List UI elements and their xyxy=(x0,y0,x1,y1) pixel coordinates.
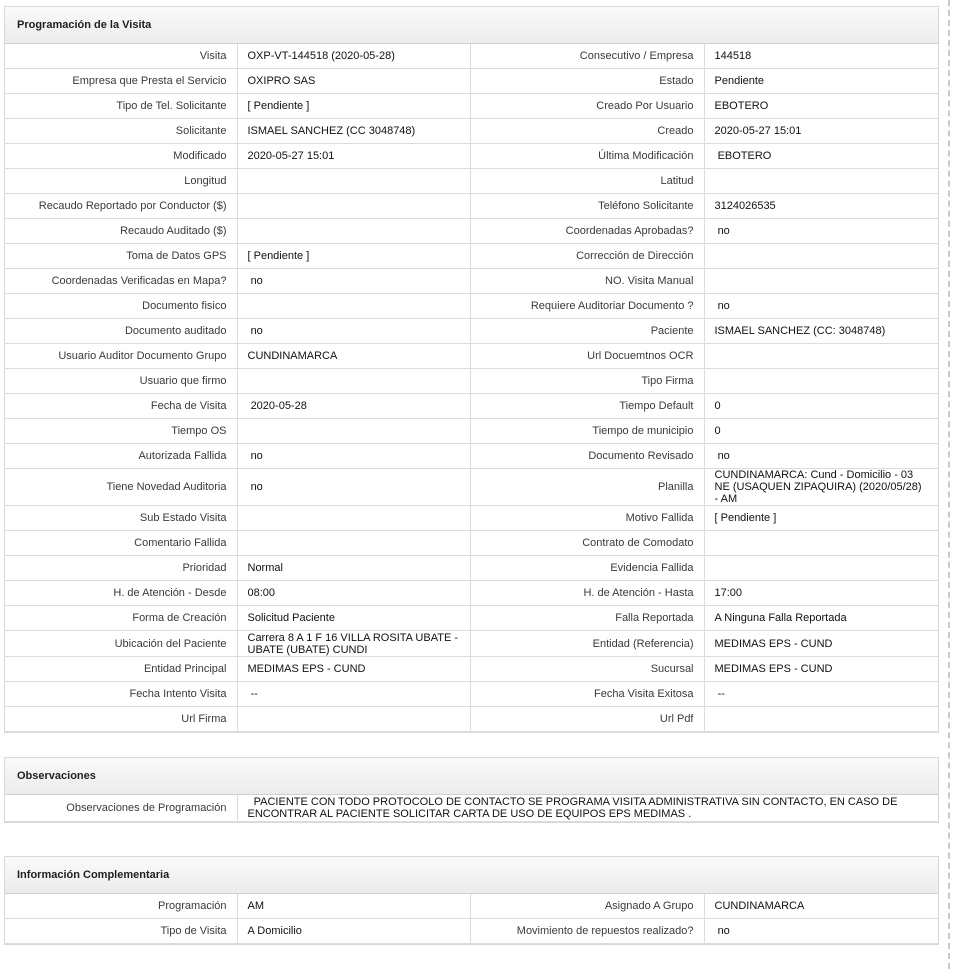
field-value: 17:00 xyxy=(704,581,938,606)
field-value: 0 xyxy=(704,394,938,419)
field-value: 144518 xyxy=(704,44,938,69)
table-row xyxy=(5,606,938,631)
field-label: Falla Reportada xyxy=(470,606,704,631)
table-row xyxy=(5,506,938,531)
field-label: Motivo Fallida xyxy=(470,506,704,531)
field-label: H. de Atención - Hasta xyxy=(470,581,704,606)
field-label: Estado xyxy=(470,69,704,94)
field-value: A Domicilio xyxy=(237,919,470,944)
field-label: Empresa que Presta el Servicio xyxy=(5,69,237,94)
field-value: no xyxy=(704,294,938,319)
table-row xyxy=(5,319,938,344)
field-value: no xyxy=(237,469,470,506)
table-row xyxy=(5,894,938,919)
field-label: Contrato de Comodato xyxy=(470,531,704,556)
field-value xyxy=(237,294,470,319)
field-value: [ Pendiente ] xyxy=(237,244,470,269)
field-value xyxy=(704,531,938,556)
field-label: Evidencia Fallida xyxy=(470,556,704,581)
table-row xyxy=(5,119,938,144)
field-label: Latitud xyxy=(470,169,704,194)
field-label: Usuario que firmo xyxy=(5,369,237,394)
table-row xyxy=(5,144,938,169)
field-label: Url Firma xyxy=(5,707,237,732)
page-dashed-border xyxy=(948,0,950,969)
field-value: MEDIMAS EPS - CUND xyxy=(704,631,938,657)
programacion-table xyxy=(5,44,938,732)
table-row xyxy=(5,556,938,581)
observaciones-section xyxy=(4,757,939,823)
field-label: Planilla xyxy=(470,469,704,506)
field-label: Entidad Principal xyxy=(5,657,237,682)
field-value xyxy=(237,531,470,556)
field-label: Modificado xyxy=(5,144,237,169)
field-value: 2020-05-27 15:01 xyxy=(704,119,938,144)
table-row xyxy=(5,194,938,219)
table-row xyxy=(5,444,938,469)
table-row xyxy=(5,419,938,444)
table-row xyxy=(5,531,938,556)
field-value: 3124026535 xyxy=(704,194,938,219)
field-label: Usuario Auditor Documento Grupo xyxy=(5,344,237,369)
field-label: Documento fisico xyxy=(5,294,237,319)
table-row xyxy=(5,344,938,369)
table-row xyxy=(5,682,938,707)
field-label: Autorizada Fallida xyxy=(5,444,237,469)
field-label: Movimiento de repuestos realizado? xyxy=(470,919,704,944)
field-label: Toma de Datos GPS xyxy=(5,244,237,269)
field-value: OXP-VT-144518 (2020-05-28) xyxy=(237,44,470,69)
field-label: Programación xyxy=(5,894,237,919)
field-label: Fecha Visita Exitosa xyxy=(470,682,704,707)
field-value: AM xyxy=(237,894,470,919)
field-label: Paciente xyxy=(470,319,704,344)
field-value: EBOTERO xyxy=(704,144,938,169)
observaciones-header: Observaciones xyxy=(5,758,938,795)
table-row xyxy=(5,169,938,194)
field-value: 2020-05-27 15:01 xyxy=(237,144,470,169)
field-label: Documento auditado xyxy=(5,319,237,344)
field-value: Solicitud Paciente xyxy=(237,606,470,631)
field-value: A Ninguna Falla Reportada xyxy=(704,606,938,631)
field-value xyxy=(237,169,470,194)
field-label: Asignado A Grupo xyxy=(470,894,704,919)
field-value: Pendiente xyxy=(704,69,938,94)
field-value xyxy=(237,369,470,394)
field-label: Tipo Firma xyxy=(470,369,704,394)
field-label: Sub Estado Visita xyxy=(5,506,237,531)
field-label: Consecutivo / Empresa xyxy=(470,44,704,69)
complementaria-table xyxy=(5,894,938,944)
field-label: H. de Atención - Desde xyxy=(5,581,237,606)
field-label: Coordenadas Verificadas en Mapa? xyxy=(5,269,237,294)
table-row xyxy=(5,244,938,269)
field-label: Fecha Intento Visita xyxy=(5,682,237,707)
field-value: CUNDINAMARCA: Cund - Domicilio - 03 NE (USAQUEN ZIPAQUIRA) (2020/05/28) - AM xyxy=(704,469,938,506)
field-label: Teléfono Solicitante xyxy=(470,194,704,219)
field-label: Visita xyxy=(5,44,237,69)
field-label: Última Modificación xyxy=(470,144,704,169)
field-value xyxy=(704,344,938,369)
field-label: Longitud xyxy=(5,169,237,194)
field-value xyxy=(237,219,470,244)
field-label: NO. Visita Manual xyxy=(470,269,704,294)
field-value: no xyxy=(237,319,470,344)
field-label: Tiempo OS xyxy=(5,419,237,444)
table-row xyxy=(5,469,938,506)
table-row xyxy=(5,631,938,657)
field-value: MEDIMAS EPS - CUND xyxy=(237,657,470,682)
field-value: 0 xyxy=(704,419,938,444)
field-value: [ Pendiente ] xyxy=(237,94,470,119)
field-label: Tipo de Tel. Solicitante xyxy=(5,94,237,119)
field-label: Documento Revisado xyxy=(470,444,704,469)
observaciones-label: Observaciones de Programación xyxy=(5,795,237,822)
field-value: no xyxy=(704,444,938,469)
field-label: Url Pdf xyxy=(470,707,704,732)
field-label: Solicitante xyxy=(5,119,237,144)
field-value: OXIPRO SAS xyxy=(237,69,470,94)
field-value: 2020-05-28 xyxy=(237,394,470,419)
field-label: Comentario Fallida xyxy=(5,531,237,556)
field-label: Ubicación del Paciente xyxy=(5,631,237,657)
table-row xyxy=(5,94,938,119)
field-label: Corrección de Dirección xyxy=(470,244,704,269)
field-value: [ Pendiente ] xyxy=(704,506,938,531)
table-row xyxy=(5,657,938,682)
field-value xyxy=(704,269,938,294)
complementaria-header: Información Complementaria xyxy=(5,857,938,894)
field-value xyxy=(704,244,938,269)
field-value xyxy=(704,169,938,194)
field-value: Carrera 8 A 1 F 16 VILLA ROSITA UBATE - UBATE (UBATE) CUNDI xyxy=(237,631,470,657)
field-label: Tiempo de municipio xyxy=(470,419,704,444)
programacion-header: Programación de la Visita xyxy=(5,7,938,44)
field-value: no xyxy=(704,919,938,944)
field-value: 08:00 xyxy=(237,581,470,606)
table-row xyxy=(5,394,938,419)
complementaria-section xyxy=(4,856,939,945)
field-value: ISMAEL SANCHEZ (CC: 3048748) xyxy=(704,319,938,344)
table-row xyxy=(5,269,938,294)
field-value xyxy=(237,707,470,732)
field-value: CUNDINAMARCA xyxy=(237,344,470,369)
field-value: CUNDINAMARCA xyxy=(704,894,938,919)
field-value: -- xyxy=(704,682,938,707)
field-label: Tiempo Default xyxy=(470,394,704,419)
table-row xyxy=(5,369,938,394)
field-label: Creado Por Usuario xyxy=(470,94,704,119)
field-value: MEDIMAS EPS - CUND xyxy=(704,657,938,682)
field-value: ISMAEL SANCHEZ (CC 3048748) xyxy=(237,119,470,144)
field-label: Entidad (Referencia) xyxy=(470,631,704,657)
table-row xyxy=(5,581,938,606)
field-label: Sucursal xyxy=(470,657,704,682)
table-row xyxy=(5,44,938,69)
field-label: Coordenadas Aprobadas? xyxy=(470,219,704,244)
field-value xyxy=(704,707,938,732)
field-label: Recaudo Auditado ($) xyxy=(5,219,237,244)
table-row xyxy=(5,69,938,94)
table-row xyxy=(5,219,938,244)
table-row xyxy=(5,707,938,732)
field-value: -- xyxy=(237,682,470,707)
table-row xyxy=(5,795,938,822)
field-value xyxy=(704,556,938,581)
programacion-section xyxy=(4,6,939,733)
field-label: Recaudo Reportado por Conductor ($) xyxy=(5,194,237,219)
observaciones-value: PACIENTE CON TODO PROTOCOLO DE CONTACTO SE PROGRAMA VISITA ADMINISTRATIVA SIN CONTACTO, EN CASO DE ENCONTRAR AL PACIENTE SOLICITAR CARTA DE USO DE EQUIPOS EPS MEDIMAS . xyxy=(237,795,938,822)
table-row xyxy=(5,919,938,944)
field-value: no xyxy=(237,444,470,469)
field-value xyxy=(704,369,938,394)
observaciones-table xyxy=(5,795,938,822)
field-label: Tiene Novedad Auditoria xyxy=(5,469,237,506)
field-value: no xyxy=(704,219,938,244)
field-label: Prioridad xyxy=(5,556,237,581)
field-value: no xyxy=(237,269,470,294)
field-label: Url Docuemtnos OCR xyxy=(470,344,704,369)
field-value: Normal xyxy=(237,556,470,581)
field-label: Tipo de Visita xyxy=(5,919,237,944)
field-value xyxy=(237,194,470,219)
table-row xyxy=(5,294,938,319)
field-value: EBOTERO xyxy=(704,94,938,119)
field-label: Forma de Creación xyxy=(5,606,237,631)
field-label: Requiere Auditoriar Documento ? xyxy=(470,294,704,319)
field-value xyxy=(237,506,470,531)
field-value xyxy=(237,419,470,444)
field-label: Creado xyxy=(470,119,704,144)
field-label: Fecha de Visita xyxy=(5,394,237,419)
